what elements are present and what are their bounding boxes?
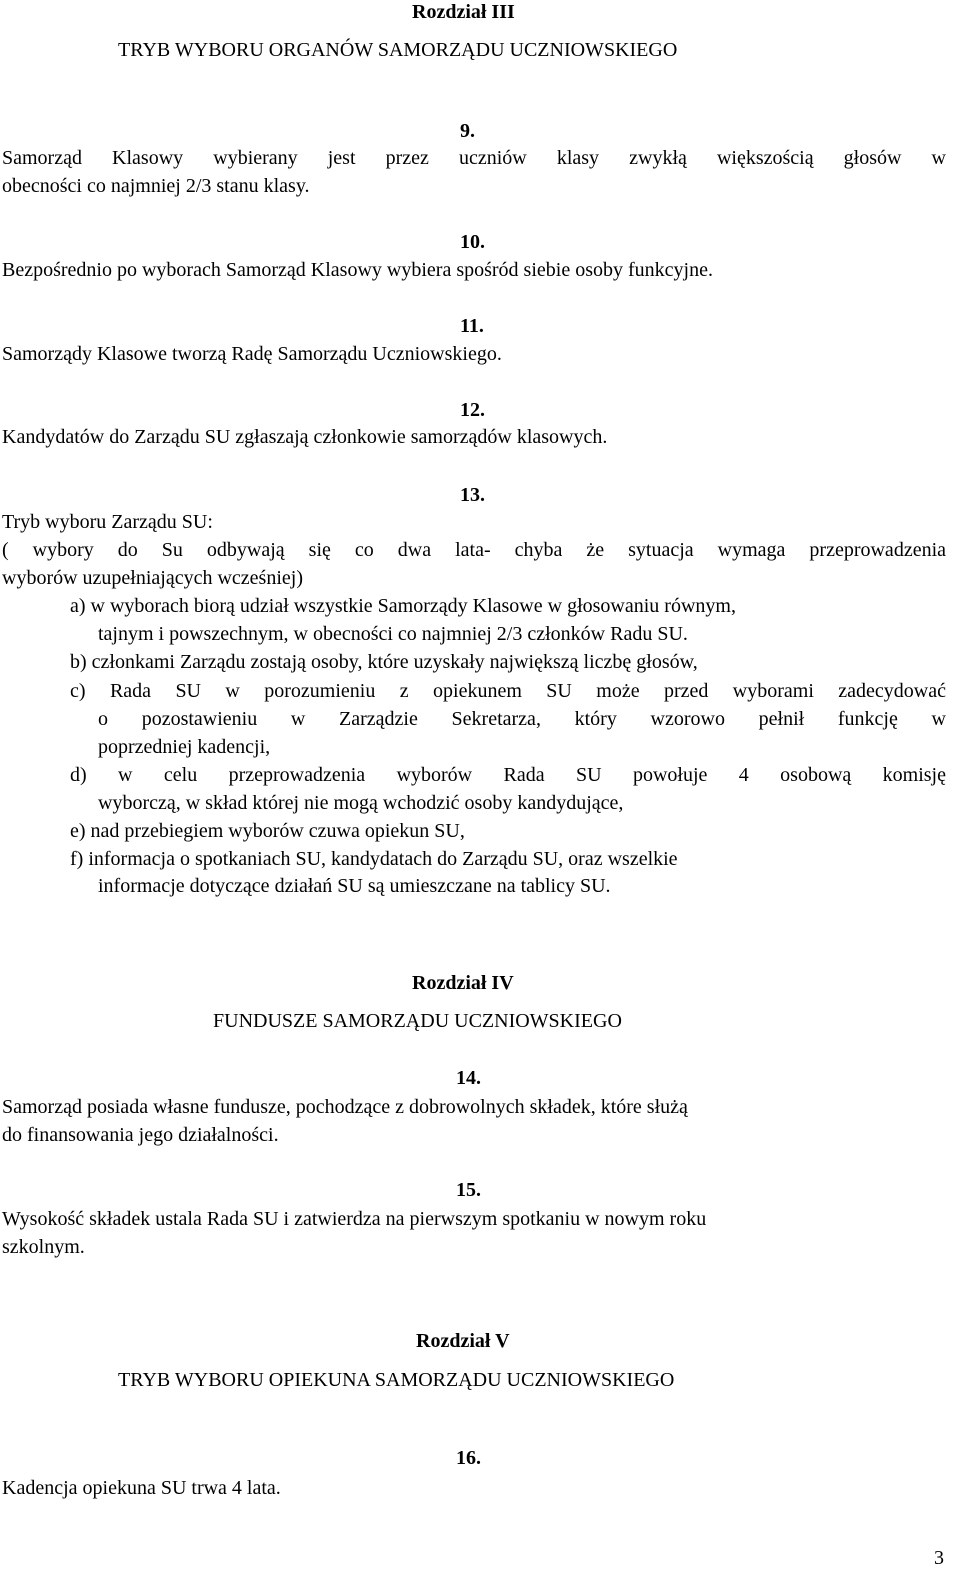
paragraph-number: 14. (456, 1067, 481, 1089)
paragraph-number: 12. (460, 399, 485, 421)
list-item-e: e) nad przebiegiem wyborów czuwa opiekun SU, (70, 820, 465, 842)
chapter-label: Rozdział IV (412, 972, 514, 994)
paragraph-heading: Tryb wyboru Zarządu SU: (2, 511, 213, 533)
list-item-c-cont: poprzedniej kadencji, (98, 736, 271, 758)
chapter-title: TRYB WYBORU ORGANÓW SAMORZĄDU UCZNIOWSKIEGO (118, 39, 678, 61)
chapter-title: TRYB WYBORU OPIEKUNA SAMORZĄDU UCZNIOWSKIEGO (118, 1369, 675, 1391)
chapter-label: Rozdział III (412, 1, 515, 23)
list-item-d: d) w celu przeprowadzenia wyborów Rada SU powołuje 4 osobową komisję (70, 764, 946, 786)
paragraph-text: Kandydatów do Zarządu SU zgłaszają członkowie samorządów klasowych. (2, 426, 608, 448)
paragraph-text: ( wybory do Su odbywają się co dwa lata- chyba że sytuacja wymaga przeprowadzenia (2, 539, 946, 561)
chapter-title: FUNDUSZE SAMORZĄDU UCZNIOWSKIEGO (213, 1010, 622, 1032)
paragraph-text: obecności co najmniej 2/3 stanu klasy. (2, 175, 310, 197)
paragraph-number: 11. (460, 315, 484, 337)
paragraph-text: Samorządy Klasowe tworzą Radę Samorządu Uczniowskiego. (2, 343, 502, 365)
list-item-f: f) informacja o spotkaniach SU, kandydatach do Zarządu SU, oraz wszelkie (70, 848, 678, 870)
list-item-c: c) Rada SU w porozumieniu z opiekunem SU może przed wyborami zadecydować (70, 680, 946, 702)
list-item-c-cont: o pozostawieniu w Zarządzie Sekretarza, który wzorowo pełnił funkcję w (98, 708, 946, 730)
paragraph-text: Wysokość składek ustala Rada SU i zatwierdza na pierwszym spotkaniu w nowym roku (2, 1208, 707, 1230)
list-item-b: b) członkami Zarządu zostają osoby, które uzyskały największą liczbę głosów, (70, 651, 698, 673)
paragraph-text: Kadencja opiekuna SU trwa 4 lata. (2, 1477, 281, 1499)
paragraph-text: Bezpośrednio po wyborach Samorząd Klasowy wybiera spośród siebie osoby funkcyjne. (2, 259, 713, 281)
paragraph-number: 16. (456, 1447, 481, 1469)
list-item-d-cont: wyborczą, w skład której nie mogą wchodzić osoby kandydujące, (98, 792, 624, 814)
paragraph-text: Samorząd posiada własne fundusze, pochodzące z dobrowolnych składek, które służą (2, 1096, 688, 1118)
paragraph-number: 15. (456, 1179, 481, 1201)
paragraph-text: szkolnym. (2, 1236, 85, 1258)
paragraph-number: 10. (460, 231, 485, 253)
paragraph-text: do finansowania jego działalności. (2, 1124, 279, 1146)
paragraph-text: Samorząd Klasowy wybierany jest przez uczniów klasy zwykłą większością głosów w (2, 147, 946, 169)
paragraph-number: 13. (460, 484, 485, 506)
paragraph-number: 9. (460, 120, 475, 142)
list-item-f-cont: informacje dotyczące działań SU są umieszczane na tablicy SU. (98, 875, 611, 897)
chapter-label: Rozdział V (416, 1330, 510, 1352)
page-number: 3 (934, 1547, 944, 1569)
list-item-a-cont: tajnym i powszechnym, w obecności co najmniej 2/3 członków Radu SU. (98, 623, 688, 645)
list-item-a: a) w wyborach biorą udział wszystkie Samorządy Klasowe w głosowaniu równym, (70, 595, 736, 617)
paragraph-text: wyborów uzupełniających wcześniej) (2, 567, 303, 589)
